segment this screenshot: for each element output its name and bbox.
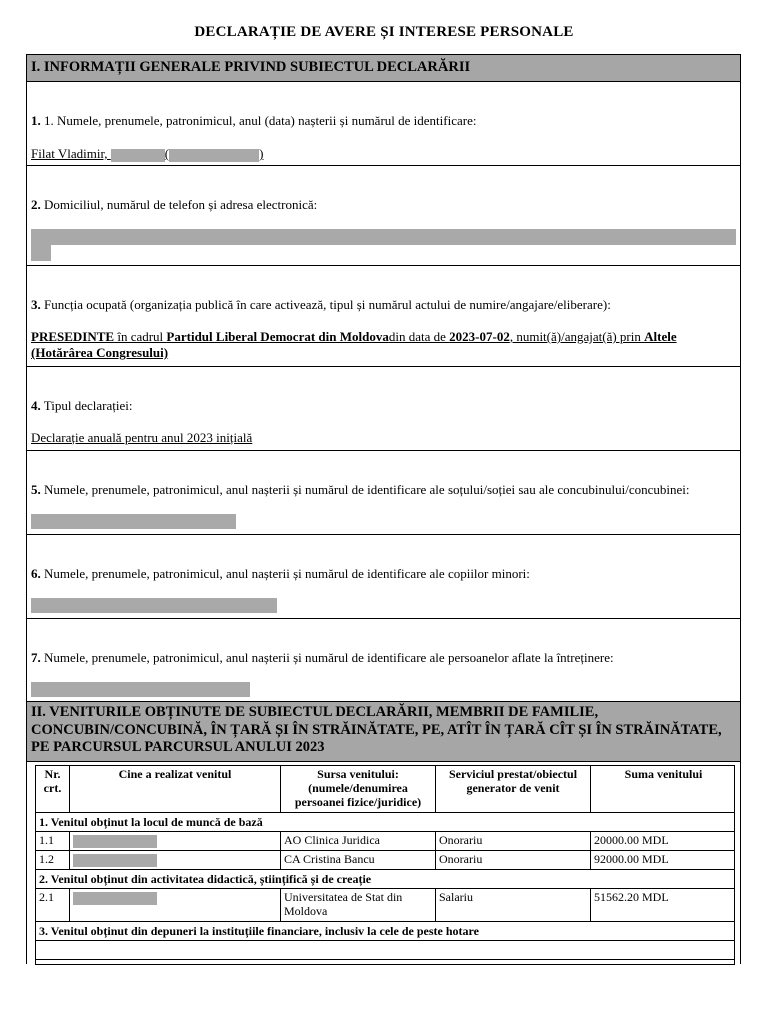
- question-5-block: [27, 451, 740, 535]
- redacted-dependents-info: [31, 682, 250, 697]
- question-2: 2. Domiciliul, numărul de telefon și adresa electronică:: [31, 197, 318, 212]
- question-3: 3. Funcția ocupată (organizația publică în care activează, tipul și numărul actului de numire/angajare/eliberare):: [31, 297, 611, 312]
- income-category: 1. Venitul obținut la locul de muncă de bază: [36, 813, 734, 832]
- question-6: 6. Numele, prenumele, patronimicul, anul nașterii și numărul de identificare ale copiilor minori:: [31, 566, 530, 581]
- question-4-block: [27, 367, 740, 451]
- question-7-block: [27, 619, 740, 702]
- declarant-name: Filat Vladimir,: [31, 146, 108, 161]
- redacted-spouse-info: [31, 514, 236, 529]
- table-header: [36, 766, 734, 813]
- appointment-date: 2023-07-02: [449, 329, 510, 344]
- section-2-heading: II. VENITURILE OBȚINUTE DE SUBIECTUL DECLARĂRII, MEMBRII DE FAMILIE, CONCUBIN/CONCUBINĂ, ÎN ȚARĂ ȘI ÎN STRĂINĂTATE, PE, ATÎT ÎN ȚARĂ CÎT ȘI ÎN STRĂINĂTATE, PE PARCURSUL PARCURSUL ANULUI 2023: [27, 702, 740, 762]
- redacted-id-number: [169, 149, 259, 162]
- appointment-act: Altele (Hotărârea Congresului): [31, 329, 677, 360]
- question-1-block: [27, 82, 740, 166]
- table-row: 2.1 Universitatea de Stat din Moldova Salariu 51562.20 MDL: [36, 889, 734, 922]
- income-table: [35, 765, 735, 965]
- question-text: 1. Numele, prenumele, patronimicul, anul (data) nașterii și numărul de identificare:: [40, 113, 477, 128]
- declaration-type: Declarație anuală pentru anul 2023 inițială: [31, 430, 253, 445]
- redacted-birth-date: [111, 149, 165, 162]
- redacted-earner: [73, 892, 157, 905]
- question-7: 7. Numele, prenumele, patronimicul, anul nașterii și numărul de identificare ale persoanelor aflate la întreținere:: [31, 650, 614, 665]
- document-title: DECLARAȚIE DE AVERE ȘI INTERESE PERSONALE: [194, 24, 574, 40]
- redacted-children-info: [31, 598, 277, 613]
- income-category: 2. Venitul obținut din activitatea didactică, științifică și de creație: [36, 870, 734, 889]
- redacted-address: [31, 229, 736, 245]
- question-2-block: [27, 166, 740, 266]
- table-row: 1.1 AO Clinica Juridica Onorariu 20000.00 MDL: [36, 832, 734, 851]
- organization-name: Partidul Liberal Democrat din Moldova: [166, 329, 389, 344]
- table-row-empty: [36, 941, 734, 960]
- income-category: 3. Venitul obținut din depuneri la instituțiile financiare, inclusiv la cele de peste hotare: [36, 922, 734, 941]
- declaration-form: [26, 54, 741, 964]
- column-header-service: Serviciul prestat/obiectul generator de venit: [436, 766, 591, 812]
- section-1-heading: I. INFORMAȚII GENERALE PRIVIND SUBIECTUL DECLARĂRII: [27, 55, 740, 82]
- column-header-nr: Nr. crt.: [36, 766, 70, 812]
- question-6-block: [27, 535, 740, 619]
- question-number: 1.: [31, 113, 41, 128]
- redacted-address-continuation: [31, 245, 51, 261]
- question-3-block: [27, 266, 740, 367]
- answer-3: PRESEDINTE în cadrul Partidul Liberal Democrat din Moldovadin data de 2023-07-02, numit(ă)/angajat(ă) prin Altele (Hotărârea Congresului): [31, 329, 677, 360]
- answer-1: Filat Vladimir, ( ): [31, 146, 264, 161]
- position-title: PRESEDINTE: [31, 329, 115, 344]
- redacted-earner: [73, 854, 157, 867]
- question-4: 4. Tipul declarației:: [31, 398, 133, 413]
- redacted-earner: [73, 835, 157, 848]
- question-5: 5. Numele, prenumele, patronimicul, anul nașterii și numărul de identificare ale soțului/soției sau ale concubinului/concubinei:: [31, 482, 690, 497]
- question-1: [31, 113, 476, 129]
- column-header-who: Cine a realizat venitul: [70, 766, 281, 812]
- column-header-source: Sursa venitului: (numele/denumirea persoanei fizice/juridice): [281, 766, 436, 812]
- column-header-amount: Suma venitului: [624, 767, 703, 781]
- table-row: 1.2 CA Cristina Bancu Onorariu 92000.00 MDL: [36, 851, 734, 870]
